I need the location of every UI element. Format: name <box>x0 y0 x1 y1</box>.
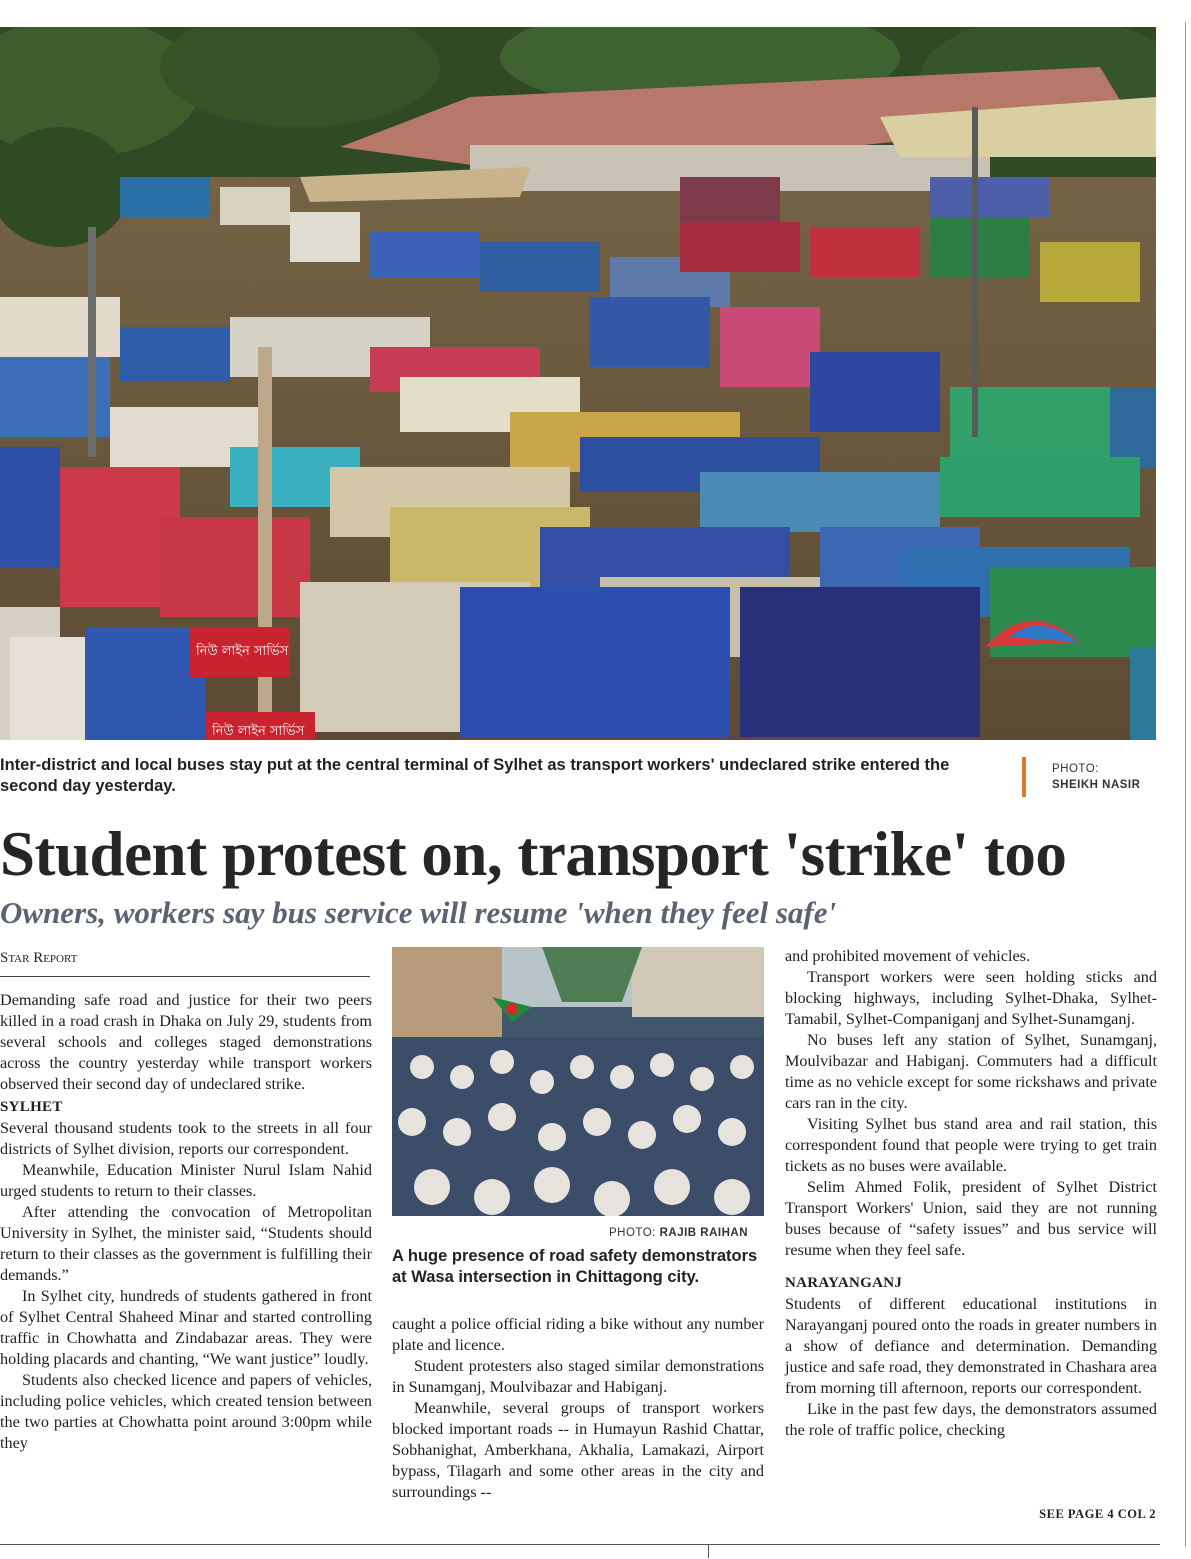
section-heading: SYLHET <box>0 1099 63 1115</box>
credit-accent-bar <box>1022 757 1026 797</box>
paragraph: Students also checked licence and papers of vehicles, including police vehicles, which created tension between the two parties at Chowhatta point around 3:00pm while they <box>0 1371 372 1452</box>
paragraph: Transport workers were seen holding sticks and blocking highways, including Sylhet-Dhaka, Sylhet-Tamabil, Sylhet-Companiganj and Sylhet-Sunamganj. <box>785 968 1157 1028</box>
paragraph: Selim Ahmed Folik, president of Sylhet District Transport Workers' Union, said they are not running buses because of “safety issues” and bus service will resume when they feel safe. <box>785 1178 1157 1259</box>
inline-photo <box>392 947 764 1216</box>
subheadline: Owners, workers say bus service will resume 'when they feel safe' <box>0 895 837 930</box>
paragraph: caught a police official riding a bike without any number plate and licence. <box>392 1315 764 1354</box>
bottom-tick <box>708 1544 709 1558</box>
paragraph: Demanding safe road and justice for their two peers killed in a road crash in Dhaka on July 29, students from several schools and colleges staged demonstrations across the country yesterday while transport workers observed their second day of undeclared strike. <box>0 991 372 1093</box>
byline: Star Report <box>0 950 78 966</box>
credit-label: PHOTO: <box>1052 763 1099 775</box>
headline: Student protest on, transport 'strike' too <box>0 819 1067 889</box>
paragraph: Student protesters also staged similar demonstrations in Sunamganj, Moulvibazar and Habiganj. <box>392 1357 764 1396</box>
byline-rule <box>0 976 370 977</box>
continuation-link[interactable]: SEE PAGE 4 COL 2 <box>1039 1507 1156 1521</box>
column-1 <box>0 990 372 1454</box>
section-heading: NARAYANGANJ <box>785 1275 903 1291</box>
sign-text-2: নিউ লাইন সার্ভিস <box>212 724 305 739</box>
paragraph: Meanwhile, several groups of transport workers blocked important roads -- in Humayun Rashid Chattar, Sobhanighat, Amberkhana, Akhalia, Lamakazi, Airport bypass, Tilagarh and some other areas in the city and surroundings -- <box>392 1399 764 1501</box>
paragraph: Students of different educational institutions in Narayanganj poured onto the roads in greater numbers in a show of defiance and determination. Demanding justice and safe road, they demonstrated in Chashara area from morning till afternoon, reports our correspondent. <box>785 1295 1157 1397</box>
lead-photo-credit <box>1052 761 1140 793</box>
paragraph: and prohibited movement of vehicles. <box>785 947 1030 965</box>
lead-photo <box>0 27 1156 740</box>
column-3 <box>785 946 1157 1441</box>
paragraph: Visiting Sylhet bus stand area and rail station, this correspondent found that people were trying to get train tickets as no buses were available. <box>785 1115 1157 1175</box>
credit-name: SHEIKH NASIR <box>1052 779 1141 791</box>
paragraph: Several thousand students took to the streets in all four districts of Sylhet division, reports our correspondent. <box>0 1119 372 1158</box>
credit-label: PHOTO: <box>609 1227 656 1239</box>
paragraph: In Sylhet city, hundreds of students gathered in front of Sylhet Central Shaheed Minar and started controlling traffic in Chowhatta and Zindabazar areas. They were holding placards and chanting, “We want justice” loudly. <box>0 1287 372 1368</box>
paragraph: No buses left any station of Sylhet, Sunamganj, Moulvibazar and Habiganj. Commuters had a difficult time as no vehicle except for some rickshaws and private cars ran in the city. <box>785 1031 1157 1112</box>
column-2 <box>392 1314 764 1503</box>
lead-caption: Inter-district and local buses stay put at the central terminal of Sylhet as transport workers' undeclared strike entered the second day yesterday. <box>0 756 950 795</box>
paragraph: Like in the past few days, the demonstrators assumed the role of traffic police, checking <box>785 1400 1157 1439</box>
paragraph: After attending the convocation of Metropolitan University in Sylhet, the minister said, “Students should return to their classes as the government is fulfilling their demands.” <box>0 1203 372 1284</box>
page-edge-rule <box>1185 22 1186 1547</box>
paragraph: Meanwhile, Education Minister Nurul Islam Nahid urged students to return to their classes. <box>0 1161 372 1200</box>
credit-name: RAJIB RAIHAN <box>659 1227 749 1239</box>
bottom-rule <box>0 1544 1160 1545</box>
inline-caption: A huge presence of road safety demonstrators at Wasa intersection in Chittagong city. <box>392 1247 758 1286</box>
inline-photo-credit <box>609 1227 748 1239</box>
sign-text-1: নিউ লাইন সার্ভিস <box>196 644 289 659</box>
